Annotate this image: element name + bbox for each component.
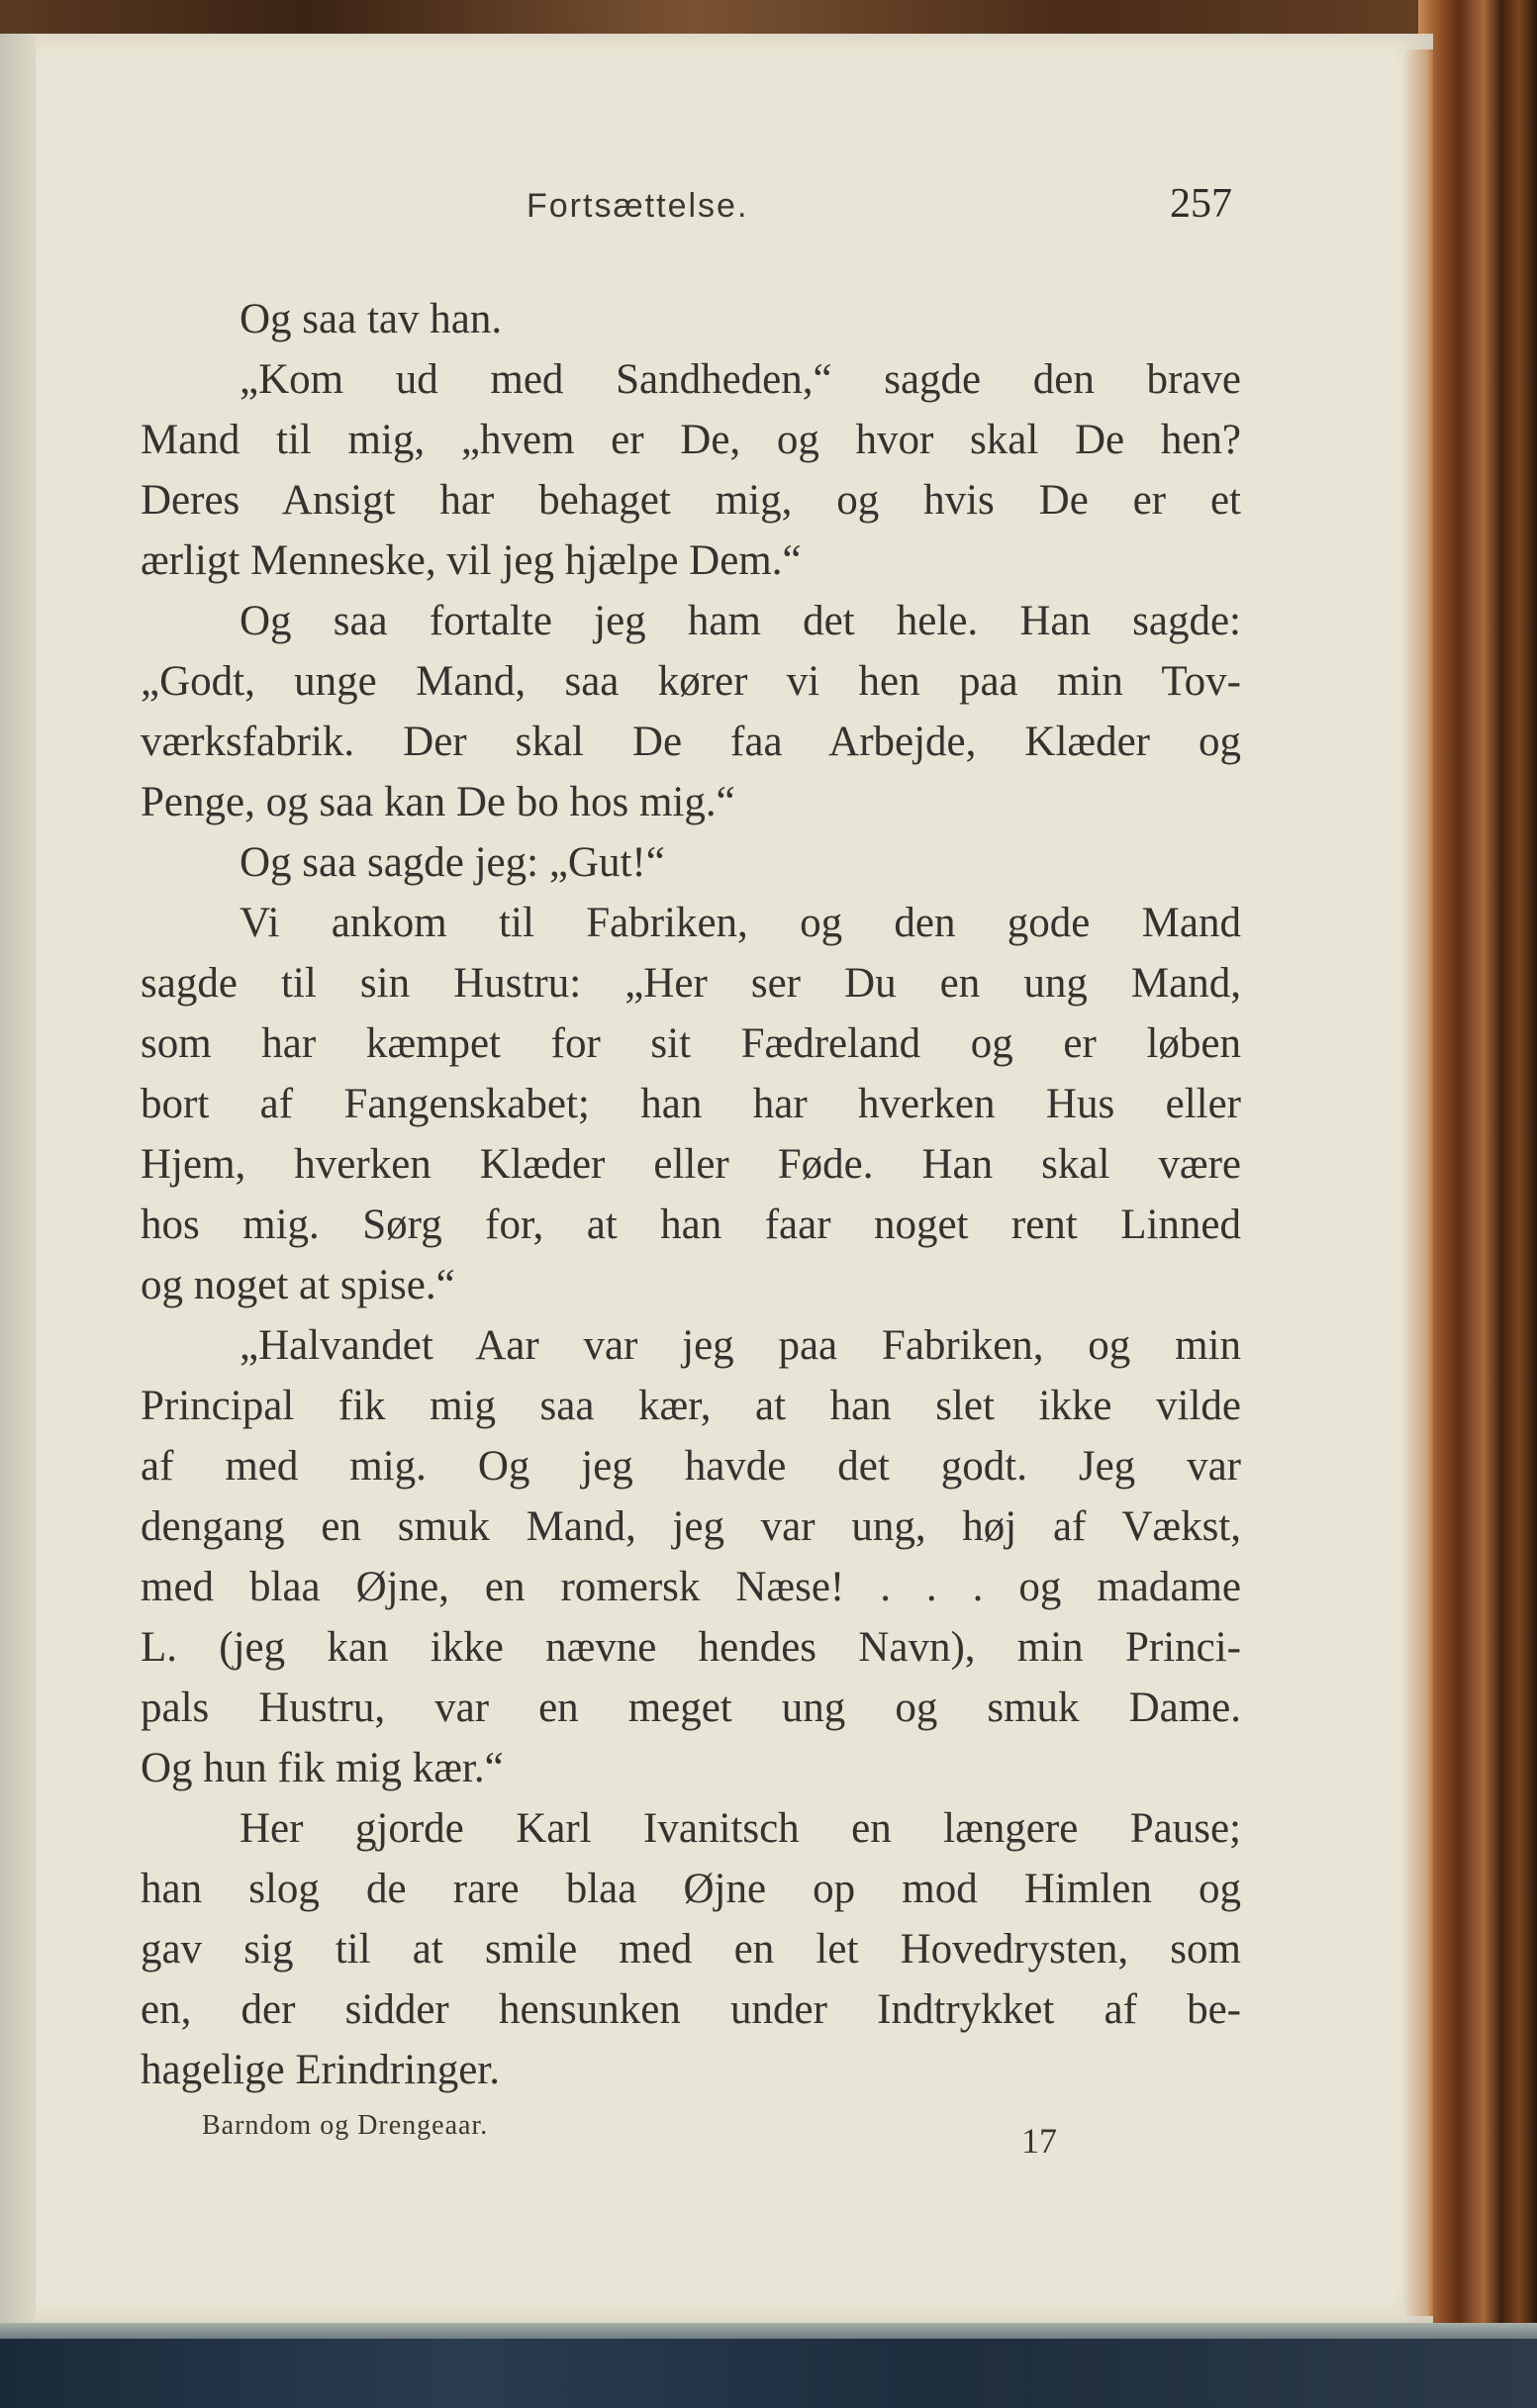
text-line: sagde til sin Hustru: „Her ser Du en ung Mand, [141,960,1241,1007]
text-line: som har kæmpet for sit Fædreland og er løben [141,1020,1241,1067]
text-line: Og saa fortalte jeg ham det hele. Han sagde: [240,598,1241,644]
book-page [36,34,1433,2323]
text-line: dengang en smuk Mand, jeg var ung, høj af Vækst, [141,1503,1241,1550]
text-line: hagelige Erindringer. [141,2047,500,2093]
text-line: „Godt, unge Mand, saa kører vi hen paa min Tov- [141,658,1241,705]
signature-mark: 17 [1021,2121,1057,2161]
text-line: „Kom ud med Sandheden,“ sagde den brave [240,356,1241,403]
text-line: gav sig til at smile med en let Hovedrysten, som [141,1926,1241,1973]
text-line: Og saa tav han. [240,296,503,342]
book-binding [1418,0,1537,2408]
book-bottom-edge-light [0,2323,1537,2339]
text-line: bort af Fangenskabet; han har hverken Hus eller [141,1081,1241,1127]
text-line: og noget at spise.“ [141,1262,455,1308]
text-line: Penge, og saa kan De bo hos mig.“ [141,779,735,825]
page-gutter-shadow [1403,49,1433,2316]
footer-book-title: Barndom og Drengeaar. [202,2110,489,2141]
text-line: med blaa Øjne, en romersk Næse! . . . og madame [141,1564,1241,1610]
text-line: L. (jeg kan ikke nævne hendes Navn), min Princi- [141,1624,1241,1671]
running-head: Fortsættelse. [527,187,749,225]
text-line: af med mig. Og jeg havde det godt. Jeg var [141,1443,1241,1490]
text-line: en, der sidder hensunken under Indtrykket af be- [141,1986,1241,2033]
text-line: ærligt Menneske, vil jeg hjælpe Dem.“ [141,537,802,584]
text-line: Hjem, hverken Klæder eller Føde. Han skal være [141,1141,1241,1188]
text-line: Mand til mig, „hvem er De, og hvor skal De hen? [141,417,1241,463]
text-line: værksfabrik. Der skal De faa Arbejde, Klæder og [141,719,1241,765]
book-bottom-edge [0,2339,1537,2408]
page-left-margin [0,34,36,2339]
book-top-edge [0,0,1537,34]
text-line: pals Hustru, var en meget ung og smuk Dame. [141,1685,1241,1731]
text-line: Her gjorde Karl Ivanitsch en længere Pause; [240,1805,1241,1852]
text-line: hos mig. Sørg for, at han faar noget rent Linned [141,1202,1241,1248]
text-line: Og saa sagde jeg: „Gut!“ [240,839,665,886]
text-line: Vi ankom til Fabriken, og den gode Mand [240,900,1241,946]
page-number: 257 [1170,181,1232,227]
text-line: Principal fik mig saa kær, at han slet ikke vilde [141,1383,1241,1429]
text-line: han slog de rare blaa Øjne op mod Himlen og [141,1866,1241,1912]
body-text [141,289,1241,2100]
text-line: Deres Ansigt har behaget mig, og hvis De er et [141,477,1241,524]
text-line: Og hun fik mig kær.“ [141,1745,504,1791]
text-line: „Halvandet Aar var jeg paa Fabriken, og min [240,1322,1241,1369]
